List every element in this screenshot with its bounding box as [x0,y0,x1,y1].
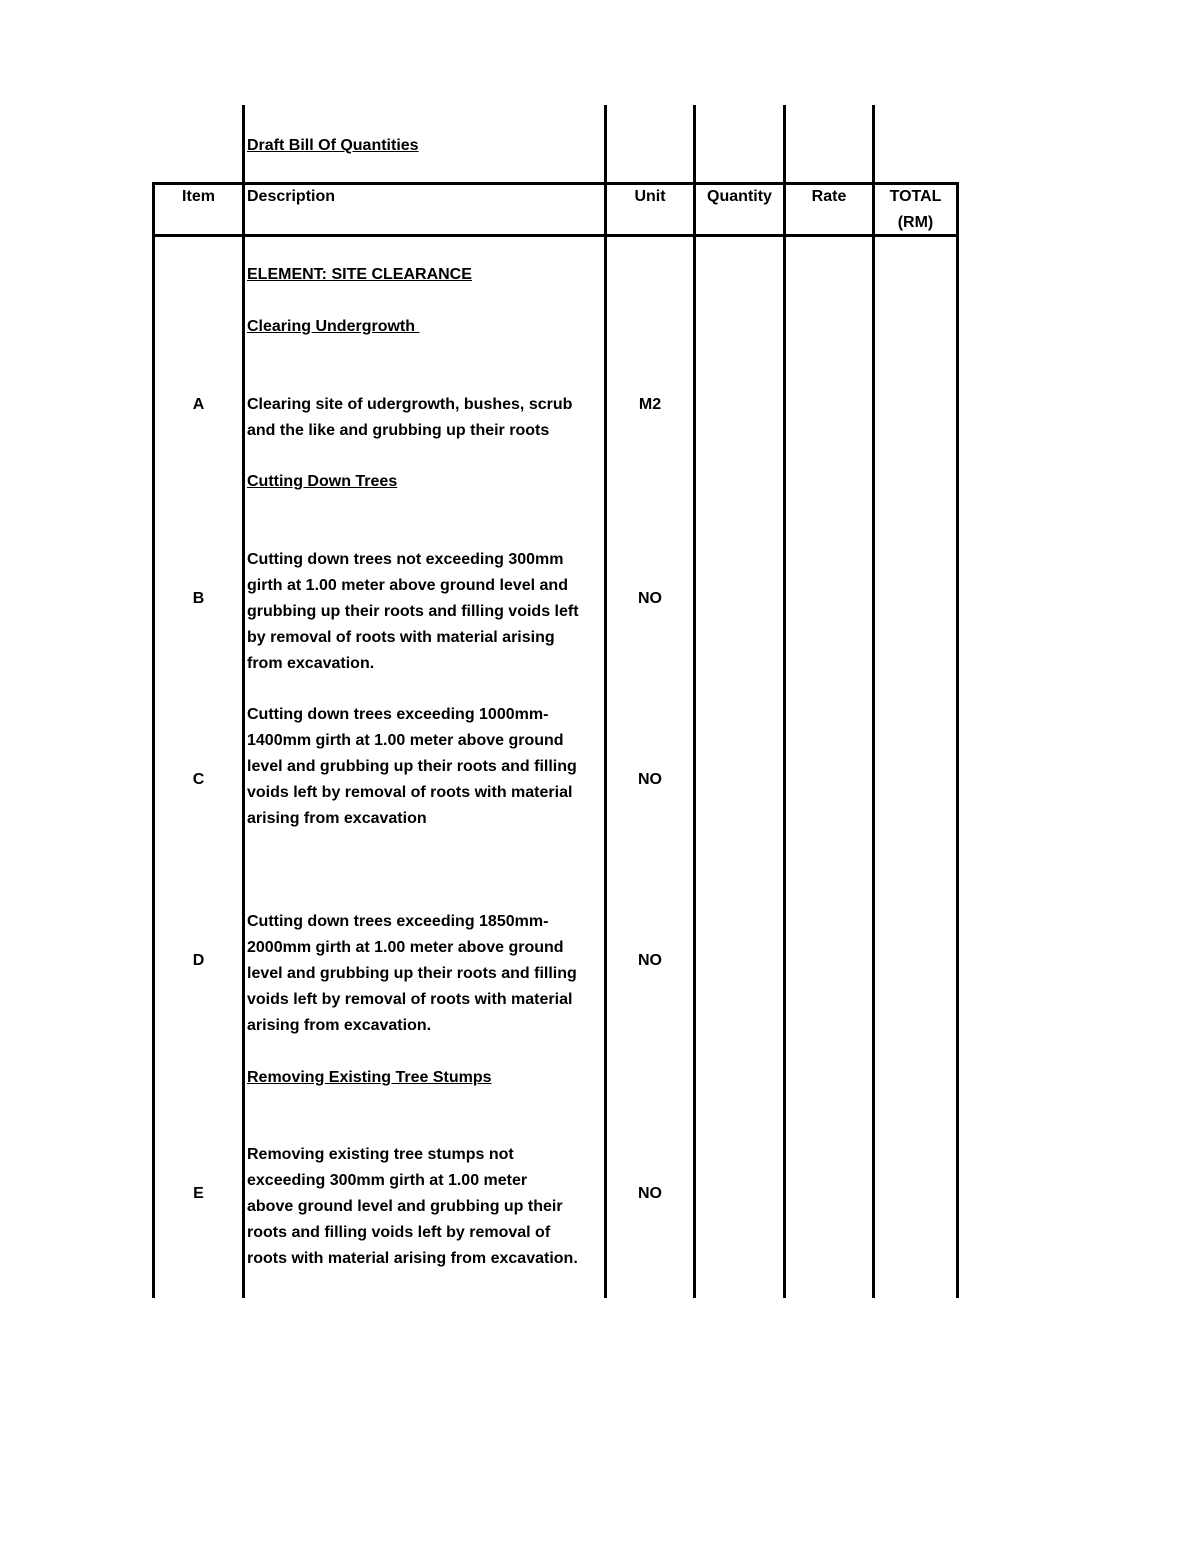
row-e-unit: NO [638,1185,662,1202]
row-d-description-line-1: Cutting down trees exceeding 1850mm- [247,913,549,930]
row-c-description-line-5: arising from excavation [247,810,427,827]
row-e-description-line-2: exceeding 300mm girth at 1.00 meter [247,1172,528,1189]
grid-line-unit-qty [693,105,696,1298]
header-bottom-border [152,234,959,237]
row-d-description-line-2: 2000mm girth at 1.00 meter above ground [247,939,564,956]
row-b-unit: NO [638,590,662,607]
grid-line-rate-total [872,105,875,1298]
header-total-currency: (RM) [897,214,934,231]
header-description: Description [247,188,336,205]
row-b-description-line-5: from excavation. [247,655,375,672]
header-unit: Unit [634,188,666,205]
row-e-description-line-5: roots with material arising from excavation. [247,1250,578,1267]
row-c-description-line-1: Cutting down trees exceeding 1000mm- [247,706,549,723]
row-d-description-line-5: arising from excavation. [247,1017,432,1034]
document-title: Draft Bill Of Quantities [247,137,419,154]
row-a-unit: M2 [638,396,662,413]
row-c-description-line-4: voids left by removal of roots with material [247,784,573,801]
row-a-description-line-1: Clearing site of udergrowth, bushes, scrub [247,396,573,413]
row-a-description-line-2: and the like and grubbing up their roots [247,422,550,439]
header-quantity: Quantity [707,188,772,205]
row-b-description-line-2: girth at 1.00 meter above ground level and [247,577,568,594]
section-cutting-heading: Cutting Down Trees [247,473,398,490]
grid-line-item-desc [242,105,245,1298]
grid-line-right [956,182,959,1298]
header-total: TOTAL [889,188,942,205]
row-d-unit: NO [638,952,662,969]
row-b-description-line-3: grubbing up their roots and filling voids left [247,603,579,620]
row-d-item: D [192,952,205,969]
row-b-item: B [192,590,205,607]
row-d-description-line-3: level and grubbing up their roots and filling [247,965,577,982]
row-b-description-line-4: by removal of roots with material arising [247,629,555,646]
row-e-description-line-4: roots and filling voids left by removal of [247,1224,551,1241]
row-c-description-line-2: 1400mm girth at 1.00 meter above ground [247,732,564,749]
row-a-item: A [192,396,205,413]
row-d-description-line-4: voids left by removal of roots with material [247,991,573,1008]
header-item: Item [182,188,215,205]
row-c-unit: NO [638,771,662,788]
row-e-item: E [193,1185,204,1202]
row-c-item: C [192,771,205,788]
section-element-heading: ELEMENT: SITE CLEARANCE [247,266,472,283]
row-b-description-line-1: Cutting down trees not exceeding 300mm [247,551,564,568]
row-e-description-line-3: above ground level and grubbing up their [247,1198,563,1215]
grid-line-qty-rate [783,105,786,1298]
row-e-description-line-1: Removing existing tree stumps not [247,1146,514,1163]
grid-line-desc-unit [604,105,607,1298]
section-removing-heading: Removing Existing Tree Stumps [247,1069,492,1086]
grid-line-left [152,182,155,1298]
header-rate: Rate [811,188,847,205]
row-c-description-line-3: level and grubbing up their roots and filling [247,758,577,775]
section-clearing-heading: Clearing Undergrowth [247,318,420,335]
